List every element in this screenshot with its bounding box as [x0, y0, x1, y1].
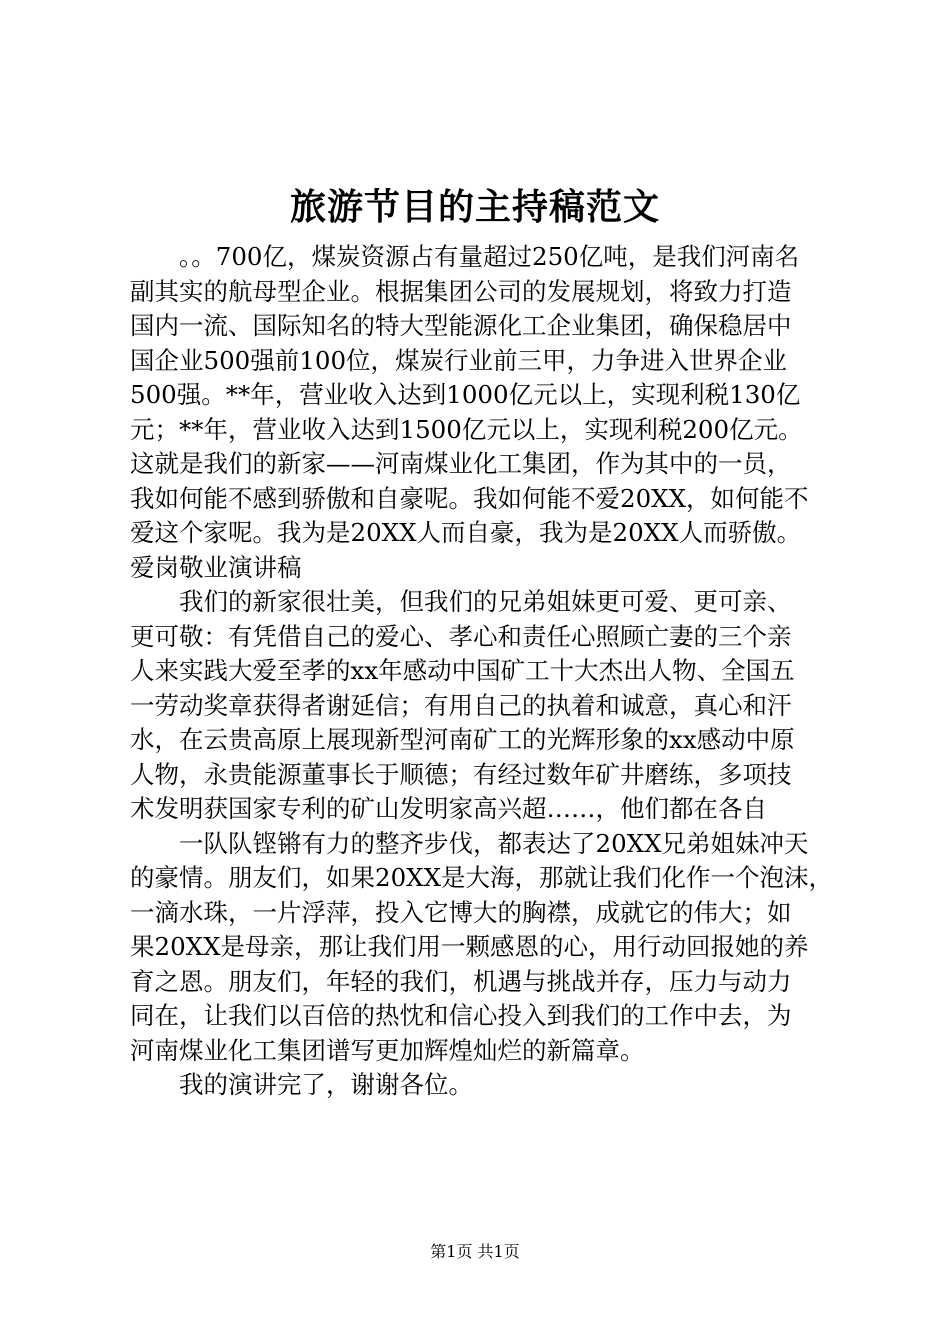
- text-line: 元；**年，营业收入达到1500亿元以上，实现利税200亿元。: [130, 414, 803, 444]
- text-line: 人物，永贵能源董事长于顺德；有经过数年矿井磨练，多项技: [130, 759, 792, 789]
- text-line: 这就是我们的新家——河南煤业化工集团，作为其中的一员，: [130, 449, 792, 478]
- text-line: 一劳动奖章获得者谢延信；有用自己的执着和诚意，真心和汗: [130, 690, 792, 720]
- text-line: 更可敬：有凭借自己的爱心、孝心和责任心照顾亡妻的三个亲: [130, 621, 792, 651]
- text-line: 术发明获国家专利的矿山发明家高兴超……，他们都在各自: [130, 794, 767, 823]
- text-line: 副其实的航母型企业。根据集团公司的发展规划，将致力打造: [130, 276, 792, 306]
- text-line: 人来实践大爱至孝的xx年感动中国矿工十大杰出人物、全国五: [130, 656, 795, 685]
- text-line: 的豪情。朋友们，如果20XX是大海，那就让我们化作一个泡沫，: [130, 863, 834, 892]
- document-body: [130, 240, 850, 1103]
- text-line: 国企业500强前100位，煤炭行业前三甲，力争进入世界企业: [130, 345, 788, 375]
- text-line: 河南煤业化工集团谱写更加辉煌灿烂的新篇章。: [130, 1035, 645, 1065]
- text-line: 同在，让我们以百倍的热忱和信心投入到我们的工作中去，为: [130, 1001, 792, 1030]
- text-line: 果20XX是母亲，那让我们用一颗感恩的心，用行动回报她的养: [130, 932, 809, 961]
- text-line: 一队队铿锵有力的整齐步伐，都表达了20XX兄弟姐妹冲天: [130, 828, 809, 858]
- text-line: 国内一流、国际知名的特大型能源化工企业集团，确保稳居中: [130, 311, 792, 340]
- text-line: 我的演讲完了，谢谢各位。: [130, 1070, 473, 1099]
- page-footer: 第1页 共1页: [430, 1242, 520, 1261]
- text-line: 500强。**年，营业收入达到1000亿元以上，实现利税130亿: [130, 380, 801, 409]
- text-line: 。。700亿，煤炭资源占有量超过250亿吨，是我们河南名: [130, 242, 800, 271]
- text-line: 一滴水珠，一片浮萍，投入它博大的胸襟，成就它的伟大；如: [130, 897, 792, 927]
- text-line: 水，在云贵高原上展现新型河南矿工的光辉形象的xx感动中原: [130, 725, 795, 754]
- text-line: 我如何能不感到骄傲和自豪呢。我如何能不爱20XX，如何能不: [130, 483, 809, 513]
- text-line: 爱岗敬业演讲稿: [130, 552, 302, 582]
- document-title: 旅游节目的主持稿范文: [289, 186, 660, 228]
- text-line: 育之恩。朋友们，年轻的我们，机遇与挑战并存，压力与动力: [130, 966, 792, 996]
- text-line: 爱这个家呢。我为是20XX人而自豪，我为是20XX人而骄傲。: [130, 518, 802, 547]
- text-line: 我们的新家很壮美，但我们的兄弟姐妹更可爱、更可亲、: [130, 587, 792, 616]
